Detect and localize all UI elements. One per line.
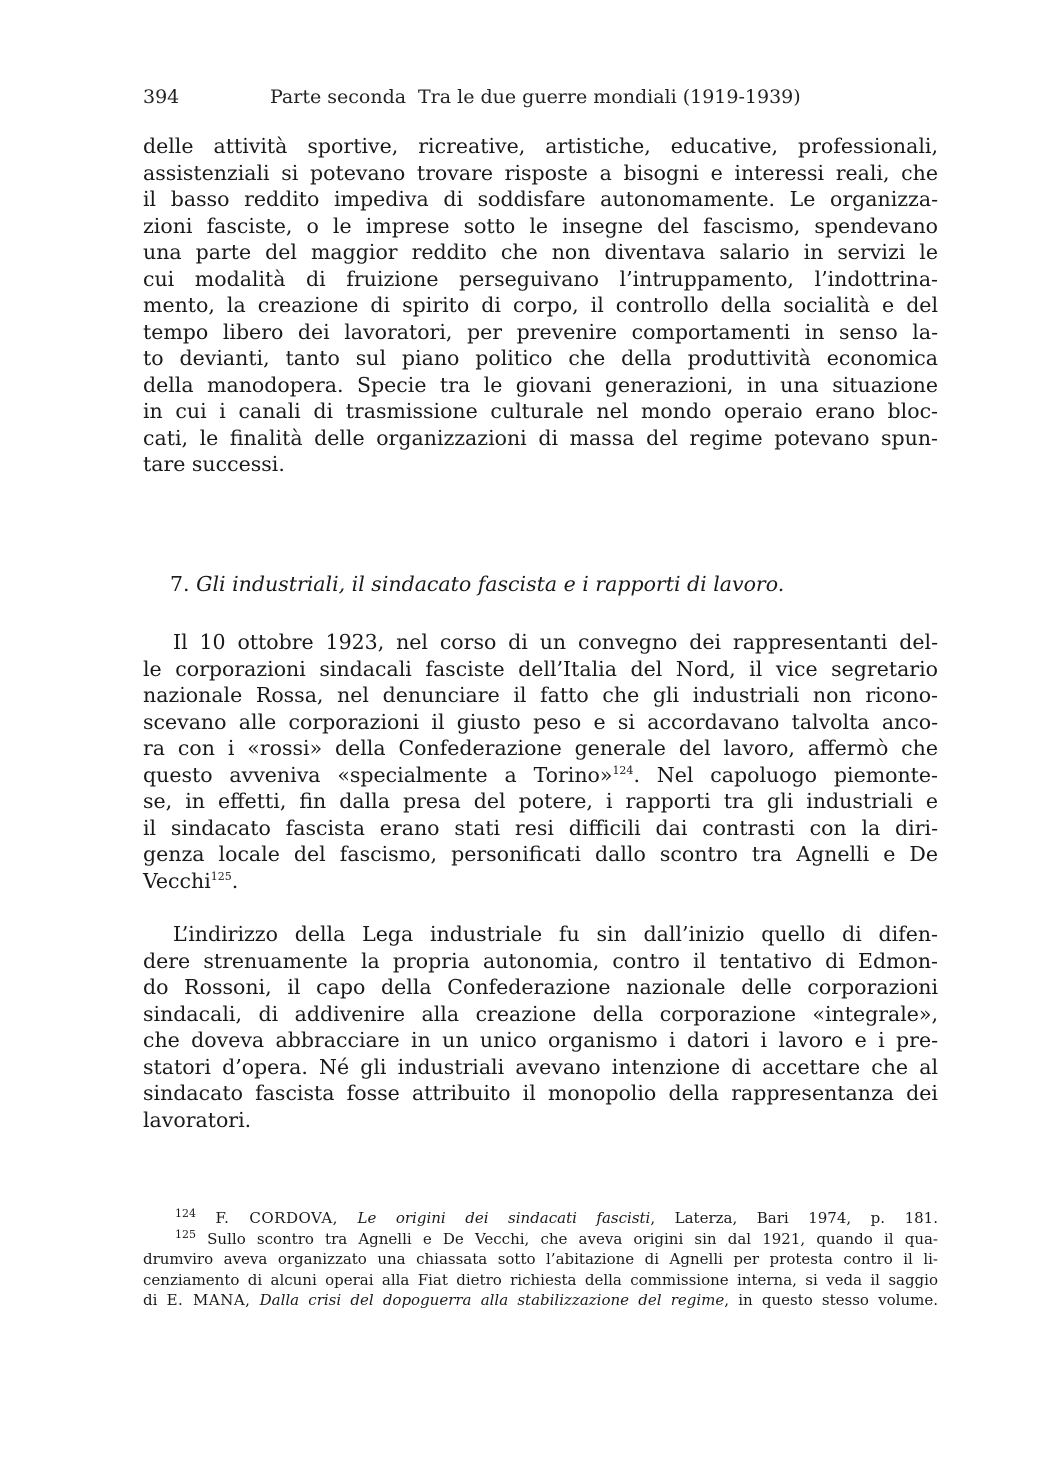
footnote-text: , Laterza, Bari 1974, p. 181. [650, 1209, 938, 1227]
footnote-125-line: drumviro aveva organizzato una chiassata sotto l’abitazione di Agnelli per protesta contro il li- [143, 1250, 938, 1268]
footnote-number: 125 [175, 1227, 196, 1241]
text-line: il basso reddito impediva di soddisfare autonomamente. Le organizza- [143, 187, 938, 211]
section-number: 7. [170, 572, 190, 596]
text-line: cati, le finalità delle organizzazioni di massa del regime potevano spun- [143, 425, 938, 450]
footnote-essay-title: Dalla crisi del dopoguerra alla stabilizzazione del regime [259, 1291, 725, 1309]
text-line: nazionale Rossa, nel denunciare il fatto che gli industriali non ricono- [143, 683, 938, 707]
footnote-ref-124[interactable]: 124 [612, 763, 634, 777]
text-line: sindacali, di addivenire alla creazione della corporazione «integrale», [143, 1001, 938, 1026]
text-line: scevano alle corporazioni il giusto peso e si accordavano talvolta anco- [143, 709, 938, 734]
text-line-with-note [143, 762, 938, 789]
footnote-125-line [143, 1290, 938, 1311]
text-line: L’indirizzo della Lega industriale fu sin dall’inizio quello di difen- [173, 922, 938, 946]
text-line: tare successi. [143, 452, 285, 476]
header-part: Parte seconda [270, 86, 407, 108]
text-line: assistenziali si potevano trovare risposte a bisogni e interessi reali, che [143, 160, 938, 185]
text-line: genza locale del fascismo, personificati dallo scontro tra Agnelli e De [143, 842, 938, 866]
text-line: lavoratori. [143, 1107, 252, 1132]
footnote-number: 124 [175, 1207, 196, 1220]
header-title: Tra le due guerre mondiali (1919-1939) [418, 86, 801, 108]
text-run: Vecchi [143, 868, 211, 893]
text-line: dere strenuamente la propria autonomia, contro il tentativo di Edmon- [143, 948, 938, 973]
page-number: 394 [143, 86, 180, 108]
footnote-125-line [143, 1229, 938, 1250]
text-line: zioni fasciste, o le imprese sotto le insegne del fascismo, spendevano [143, 213, 938, 238]
text-line: mento, la creazione di spirito di corpo, il controllo della socialità e del [143, 293, 938, 317]
text-line: cui modalità di fruizione perseguivano l’intruppamento, l’indottrina- [143, 266, 938, 291]
text-line: Il 10 ottobre 1923, nel corso di un convegno dei rappresentanti del- [173, 630, 938, 654]
text-line: della manodopera. Specie tra le giovani generazioni, in una situazione [143, 372, 938, 397]
footnote-124 [143, 1208, 938, 1229]
text-line: le corporazioni sindacali fasciste dell’Italia del Nord, il vice segretario [143, 656, 938, 681]
text-line: ra con i «rossi» della Confederazione generale del lavoro, affermò che [143, 736, 938, 760]
footnote-text: , in questo stesso volume. [724, 1291, 938, 1309]
text-line: to devianti, tanto sul piano politico che della produttività economica [143, 346, 938, 370]
text-run: . Nel capoluogo piemonte- [633, 762, 938, 787]
text-line: statori d’opera. Né gli industriali avevano intenzione di accettare che al [143, 1054, 938, 1079]
text-run: . [231, 868, 239, 893]
text-line: in cui i canali di trasmissione culturale nel mondo operaio erano bloc- [143, 399, 938, 423]
text-line: delle attività sportive, ricreative, artistiche, educative, professionali, [143, 134, 938, 158]
footnote-author: F. CORDOVA, [215, 1209, 338, 1227]
text-line: se, in effetti, fin dalla presa del potere, i rapporti tra gli industriali e [143, 789, 938, 813]
text-line: che doveva abbracciare in un unico organismo i datori i lavoro e i pre- [143, 1028, 938, 1052]
footnote-book-title: Le origini dei sindacati fascisti [357, 1209, 651, 1227]
section-title: Gli industriali, il sindacato fascista e i rapporti di lavoro. [196, 572, 785, 596]
text-line: do Rossoni, il capo della Confederazione nazionale delle corporazioni [143, 975, 938, 999]
footnote-ref-125[interactable]: 125 [210, 869, 232, 883]
running-header [143, 86, 938, 116]
footnote-text: Sullo scontro tra Agnelli e De Vecchi, che aveva origini sin dal 1921, quando il qua- [207, 1229, 938, 1248]
text-line: una parte del maggior reddito che non diventava salario in servizi le [143, 240, 938, 264]
text-run: questo avveniva «specialmente a Torino» [143, 762, 613, 787]
text-line: tempo libero dei lavoratori, per prevenire comportamenti in senso la- [143, 319, 938, 344]
text-line: sindacato fascista fosse attribuito il monopolio della rappresentanza dei [143, 1081, 938, 1105]
footnotes [143, 1208, 938, 1311]
paragraph-3 [143, 921, 938, 1133]
section-heading [170, 569, 930, 599]
footnote-125-line: cenziamento di alcuni operai alla Fiat dietro richiesta della commissione interna, si veda il saggio [143, 1270, 938, 1289]
text-line: il sindacato fascista erano stati resi difficili dai contrasti con la diri- [143, 815, 938, 840]
footnote-text: di [143, 1291, 158, 1309]
footnote-author: E. MANA, [166, 1291, 251, 1309]
text-line-with-note [143, 868, 938, 895]
paragraph-2 [143, 629, 938, 894]
paragraph-1 [143, 133, 938, 478]
